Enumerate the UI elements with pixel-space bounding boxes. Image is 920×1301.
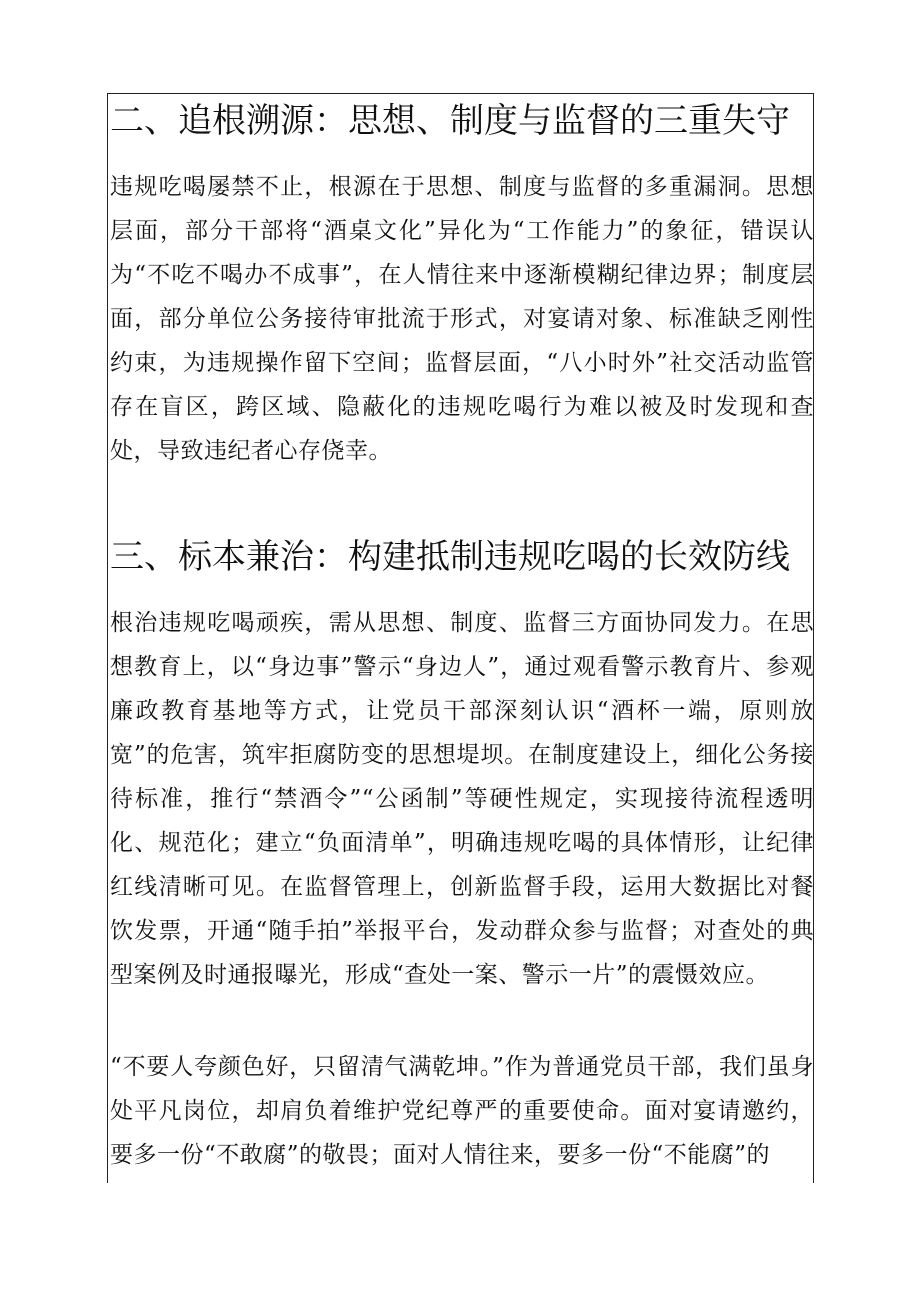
- section-heading-2: 二、追根溯源：思想、制度与监督的三重失守: [110, 101, 790, 141]
- section-3-paragraph-2: “不要人夸颜色好，只留清气满乾坤。”作为普通党员干部，我们虽身处平凡岗位，却肩负着维护党纪尊严的重要使命。面对宴请邀约，要多一份“不敢腐”的敬畏；面对人情往来，要多一份“不能腐”的: [110, 1054, 814, 1168]
- section-heading-3: 三、标本兼治：构建抵制违规吃喝的长效防线: [110, 537, 790, 577]
- section-2-paragraph: 违规吃喝屡禁不止，根源在于思想、制度与监督的多重漏洞。思想层面，部分干部将“酒桌文化”异化为“工作能力”的象征，错误认为“不吃不喝办不成事”，在人情往来中逐渐模糊纪律边界；制度层面，部分单位公务接待审批流于形式，对宴请对象、标准缺乏刚性约束，为违规操作留下空间；监督层面，“八小时外”社交活动监管存在盲区，跨区域、隐蔽化的违规吃喝行为难以被及时发现和查处，导致违纪者心存侥幸。: [110, 174, 814, 464]
- section-3-paragraph-1: 根治违规吃喝顽疾，需从思想、制度、监督三方面协同发力。在思想教育上，以“身边事”警示“身边人”，通过观看警示教育片、参观廉政教育基地等方式，让党员干部深刻认识“酒杯一端，原则放宽”的危害，筑牢拒腐防变的思想堤坝。在制度建设上，细化公务接待标准，推行“禁酒令”“公函制”等硬性规定，实现接待流程透明化、规范化；建立“负面清单”，明确违规吃喝的具体情形，让纪律红线清晰可见。在监督管理上，创新监督手段，运用大数据比对餐饮发票，开通“随手拍”举报平台，发动群众参与监督；对查处的典型案例及时通报曝光，形成“查处一案、警示一片”的震慑效应。: [110, 610, 814, 988]
